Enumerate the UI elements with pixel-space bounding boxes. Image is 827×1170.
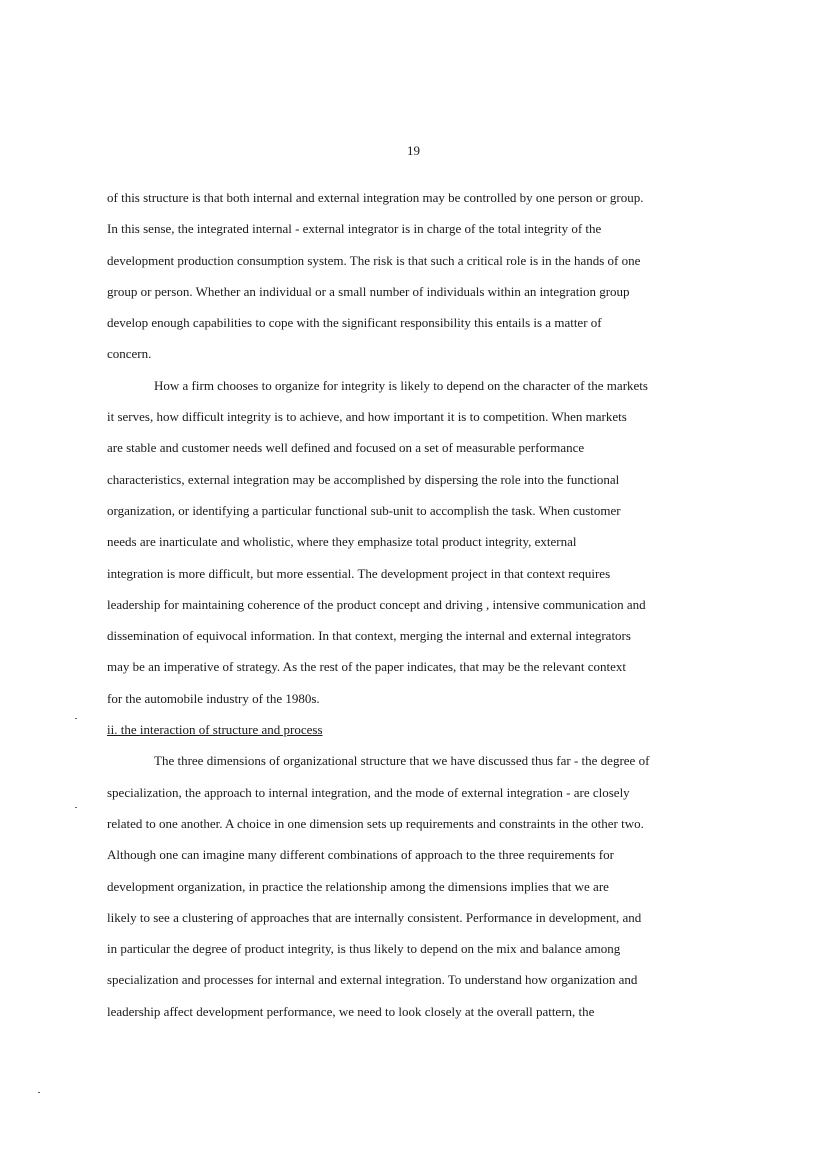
section-heading [107,714,732,745]
text-line: How a firm chooses to organize for integrity is likely to depend on the character of the markets [154,377,648,393]
text-line: may be an imperative of strategy. As the rest of the paper indicates, that may be the relevant context [107,659,626,675]
text-line: related to one another. A choice in one dimension sets up requirements and constraints in the other two. [107,815,644,831]
text-line: organization, or identifying a particular functional sub-unit to accomplish the task. When customer [107,502,621,518]
text-line: integration is more difficult, but more essential. The development project in that context requires [107,565,611,581]
text-line: are stable and customer needs well defined and focused on a set of measurable performance [107,440,585,456]
text-line: The three dimensions of organizational structure that we have discussed thus far - the degree of [154,753,650,769]
scan-speck [75,807,77,808]
body-text [107,182,732,1027]
text-line: likely to see a clustering of approaches that are internally consistent. Performance in development, and [107,909,642,925]
text-line: In this sense, the integrated internal - external integrator is in charge of the total integrity of the [107,221,602,237]
text-line: in particular the degree of product integrity, is thus likely to depend on the mix and balance among [107,941,621,957]
text-line: specialization and processes for internal and external integration. To understand how organization and [107,972,638,988]
text-line: Although one can imagine many different combinations of approach to the three requirements for [107,847,614,863]
scan-speck [75,718,77,719]
text-line: concern. [107,346,152,362]
scan-speck [38,1092,40,1093]
text-line: needs are inarticulate and wholistic, where they emphasize total product integrity, external [107,534,577,550]
text-line: development production consumption system. The risk is that such a critical role is in the hands of one [107,252,641,268]
text-line: develop enough capabilities to cope with the significant responsibility this entails is a matter of [107,315,602,331]
text-line: dissemination of equivocal information. In that context, merging the internal and external integrators [107,628,631,644]
text-line: development organization, in practice the relationship among the dimensions implies that we are [107,878,609,894]
text-line: characteristics, external integration may be accomplished by dispersing the role into the functional [107,471,620,487]
text-line: leadership affect development performance, we need to look closely at the overall pattern, the [107,1003,595,1019]
page-number: 19 [407,143,420,158]
text-line: for the automobile industry of the 1980s. [107,690,320,706]
text-line: it serves, how difficult integrity is to achieve, and how important it is to competition. When markets [107,409,627,425]
section-heading-text: ii. the interaction of structure and process [107,722,323,738]
text-line: of this structure is that both internal and external integration may be controlled by one person or group. [107,190,644,205]
text-line: specialization, the approach to internal integration, and the mode of external integration - are closely [107,784,630,800]
text-line: group or person. Whether an individual or a small number of individuals within an integration group [107,283,630,299]
text-line: leadership for maintaining coherence of the product concept and driving , intensive communication and [107,596,646,612]
